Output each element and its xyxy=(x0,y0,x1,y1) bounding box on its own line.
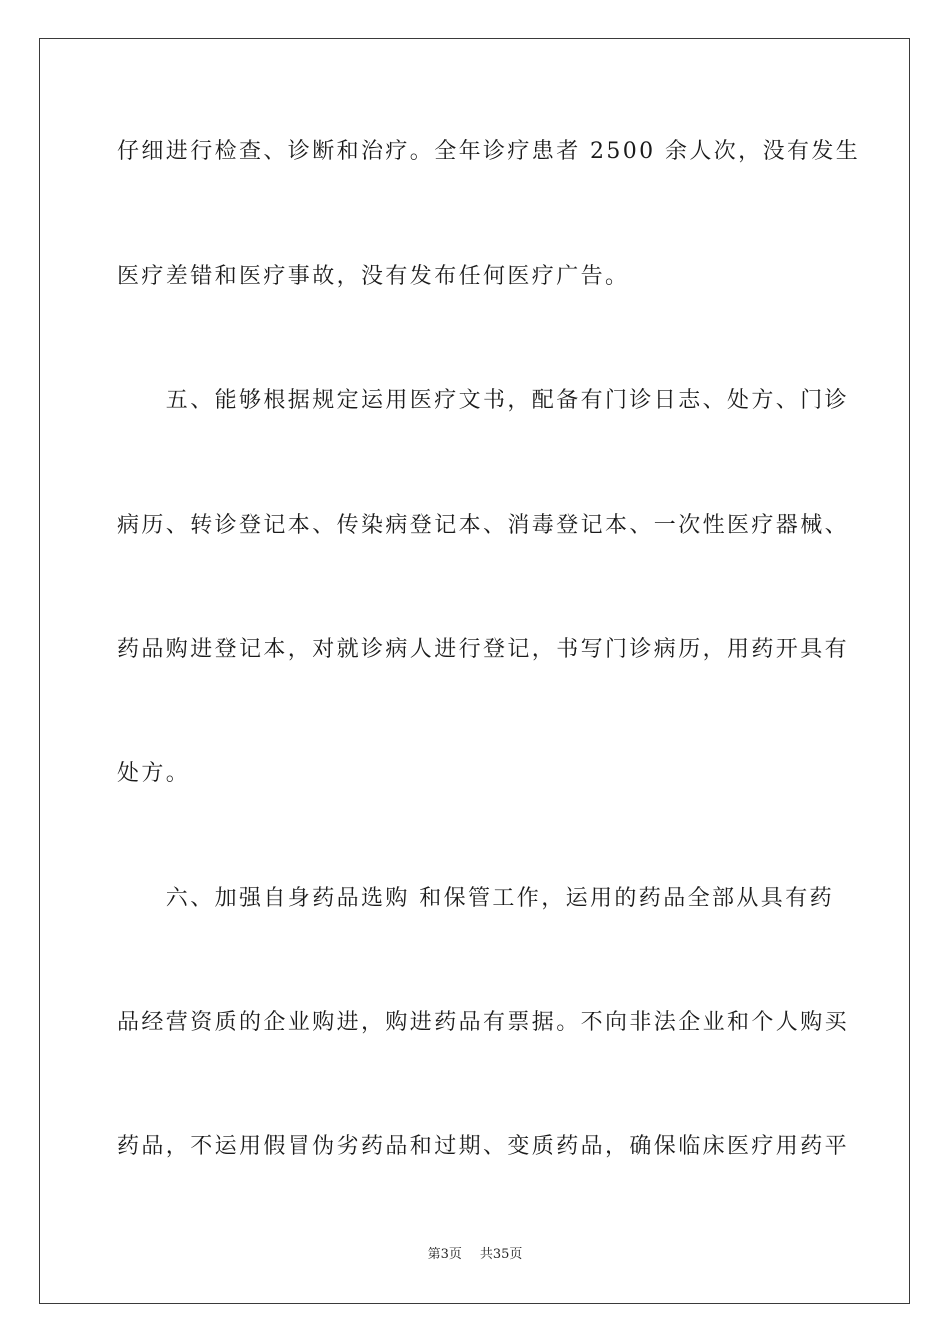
body-text-line: 处方。 xyxy=(117,761,191,786)
body-text-line: 药品，不运用假冒伪劣药品和过期、变质药品，确保临床医疗用药平 xyxy=(117,1134,850,1159)
page-total: 共35页 xyxy=(479,1247,523,1262)
body-text-line: 六、加强自身药品选购 和保管工作，运用的药品全部从具有药 xyxy=(117,886,834,911)
body-text-line: 病历、转诊登记本、传染病登记本、消毒登记本、一次性医疗器械、 xyxy=(117,513,850,538)
body-text-line: 五、能够根据规定运用医疗文书，配备有门诊日志、处方、门诊 xyxy=(117,388,850,413)
page-footer xyxy=(0,1246,950,1264)
body-text-line: 品经营资质的企业购进，购进药品有票据。不向非法企业和个人购买 xyxy=(117,1010,850,1035)
body-text-line: 仔细进行检查、诊断和治疗。全年诊疗患者 2500 余人次，没有发生 xyxy=(117,139,861,164)
body-text-line: 医疗差错和医疗事故，没有发布任何医疗广告。 xyxy=(117,264,630,289)
page-border xyxy=(39,38,910,1304)
body-text-line: 药品购进登记本，对就诊病人进行登记，书写门诊病历，用药开具有 xyxy=(117,637,850,662)
page-number: 第3页 xyxy=(427,1247,462,1262)
